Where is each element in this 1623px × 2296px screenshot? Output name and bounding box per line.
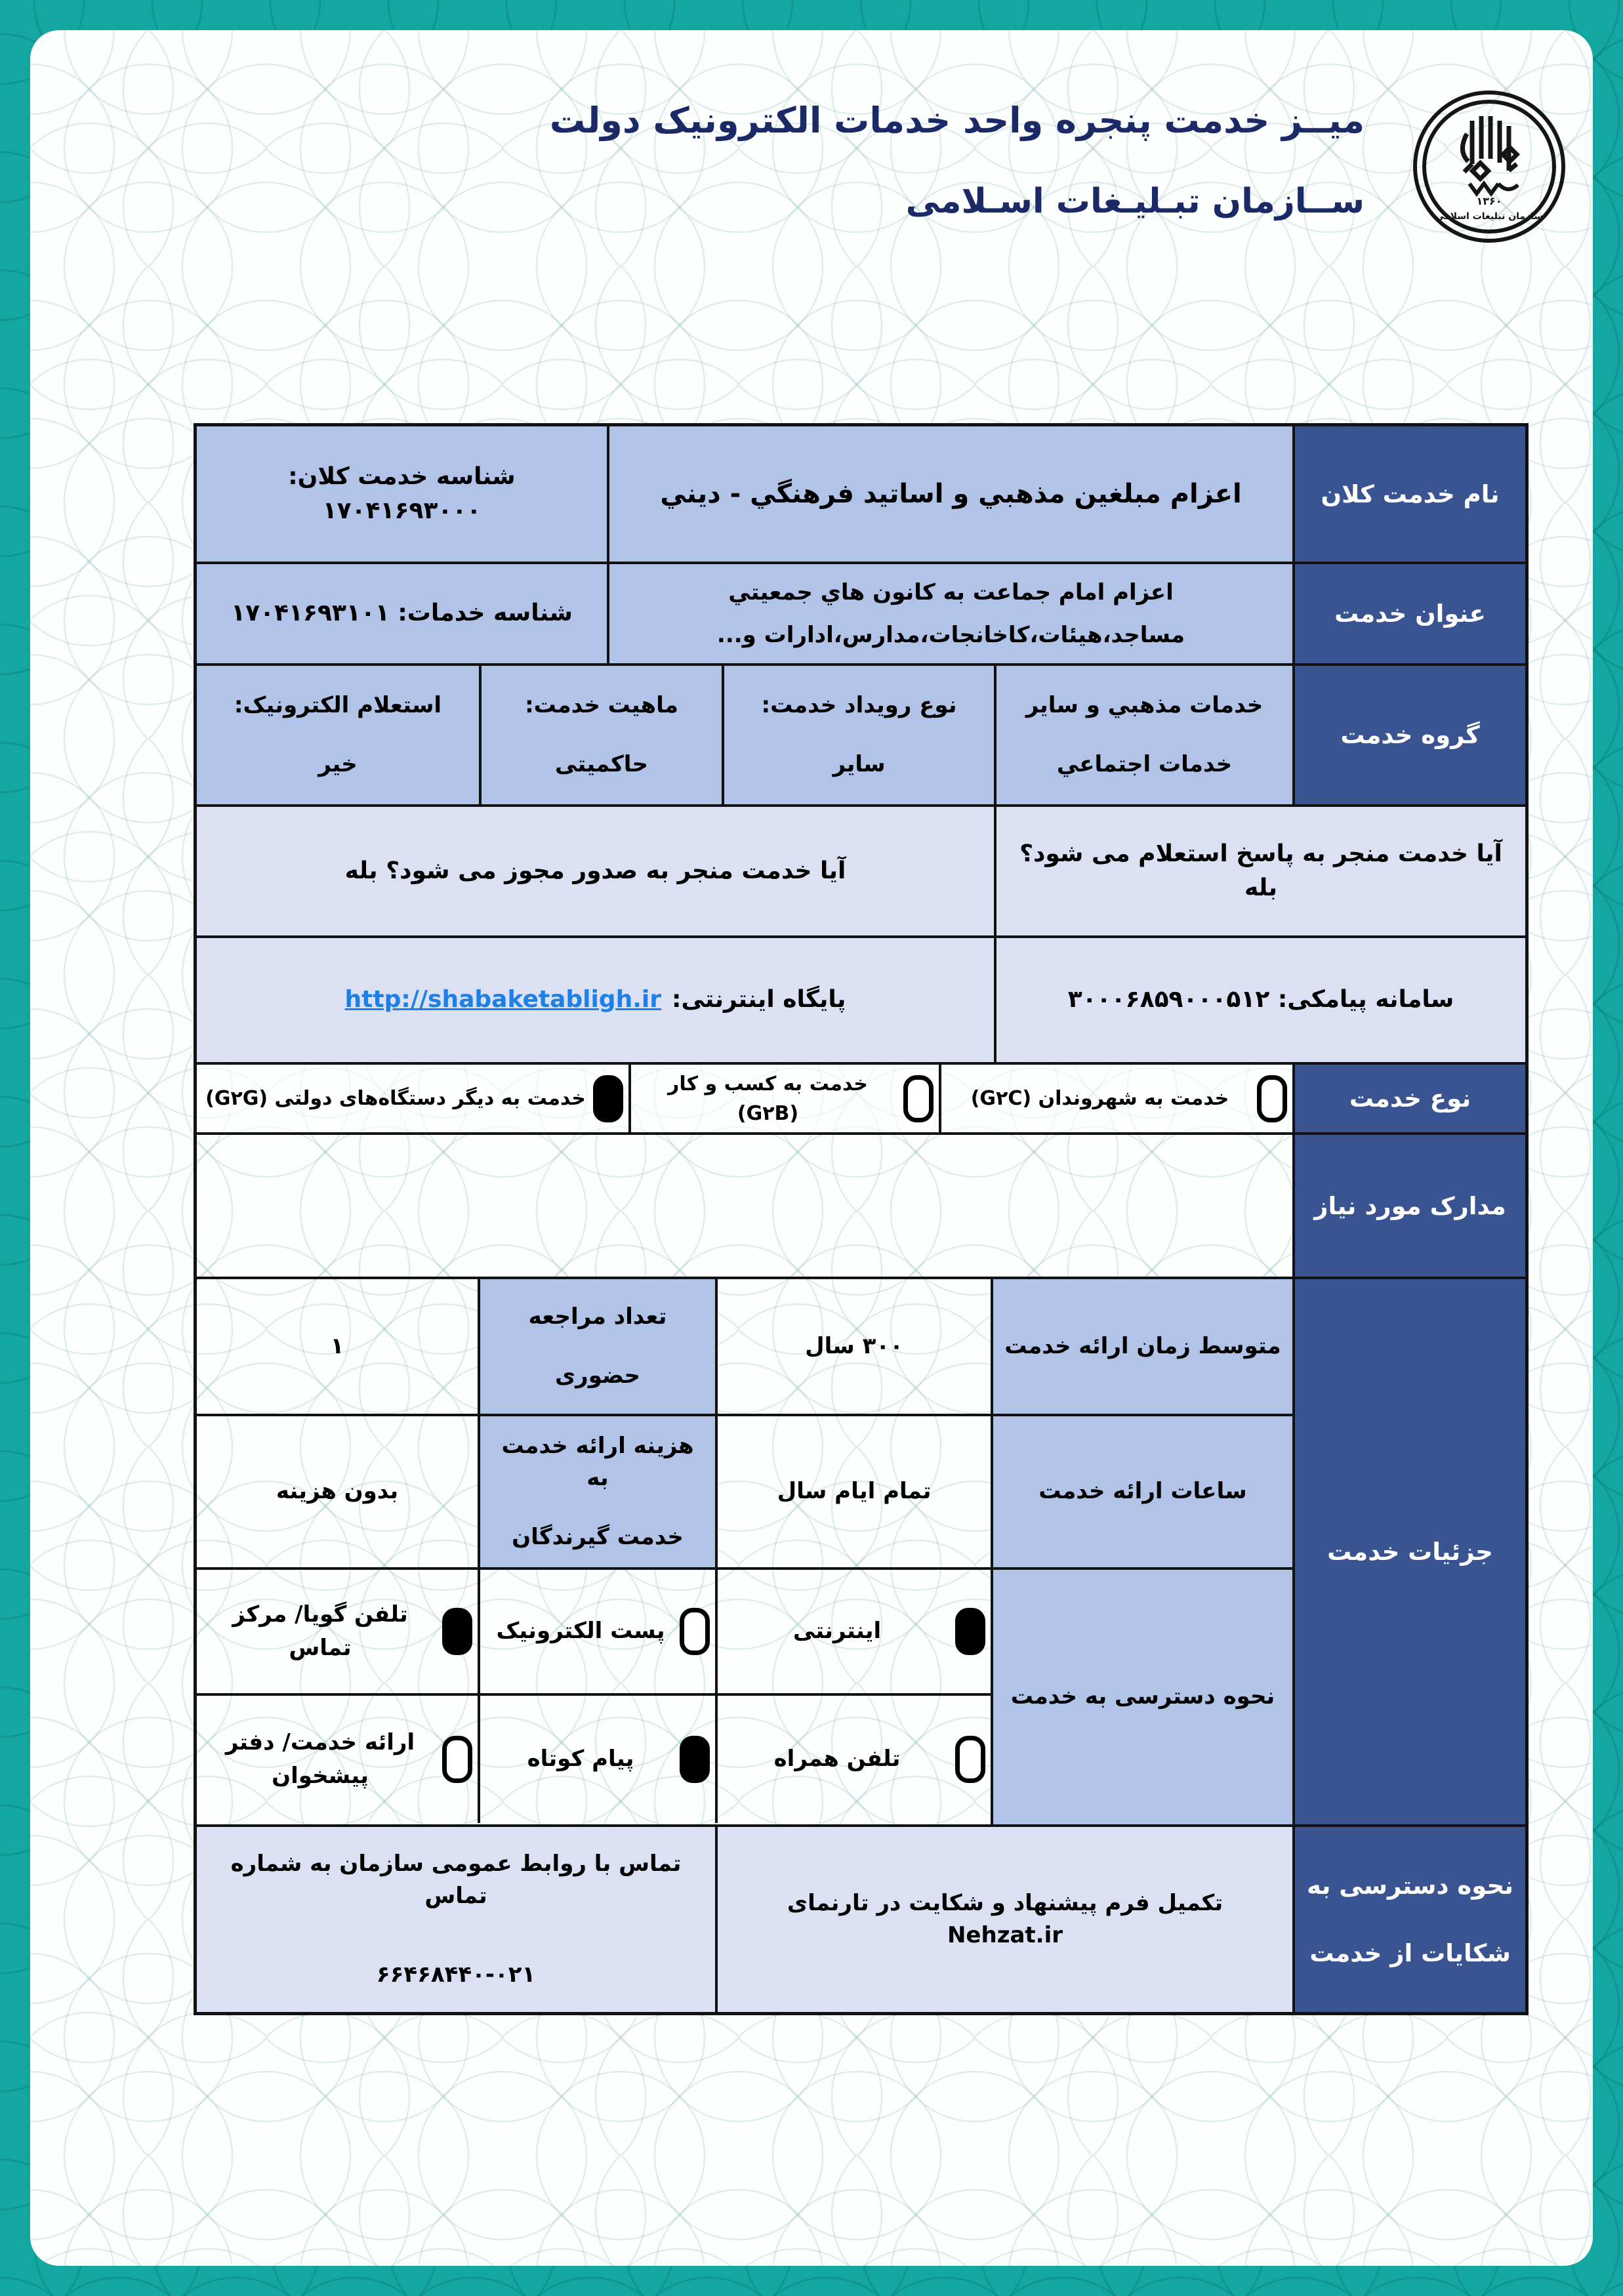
complaints-left (197, 1827, 715, 2012)
checkbox-g2b[interactable] (903, 1075, 934, 1122)
g2b-text: خدمت به کسب و کار (668, 1072, 868, 1096)
service-title-line1: اعزام امام جماعت به کانون هاي جمعیتي (728, 579, 1174, 605)
access-option-internet (715, 1570, 991, 1693)
complaints-label-line2: شکایات از خدمت (1309, 1939, 1511, 1967)
service-title-id: شناسه خدمات: ۱۷۰۴۱۶۹۳۱۰۱ (197, 564, 607, 663)
email-text: پست الکترونیک (496, 1618, 665, 1645)
access-options (197, 1570, 991, 1824)
hours-value: تمام ایام سال (715, 1416, 991, 1567)
access-option-ivr (197, 1570, 478, 1693)
service-macro-label: نام خدمت کلان (1292, 426, 1525, 562)
ivr-text: تلفن گویا/ مرکز تماس (232, 1601, 408, 1661)
checkbox-internet[interactable] (955, 1608, 985, 1655)
complaints-label-line1: نحوه دسترسی به (1307, 1872, 1514, 1900)
service-details-label: جزئیات خدمت (1292, 1279, 1525, 1824)
service-macro-value: اعزام مبلغین مذهبي و اساتید فرهنگي - دیني (607, 426, 1292, 562)
visits-label (478, 1279, 715, 1414)
access-option-email (478, 1570, 715, 1693)
checkbox-g2c[interactable] (1257, 1075, 1287, 1122)
visits-label-line1: تعداد مراجعه (528, 1303, 667, 1330)
row-required-docs (197, 1135, 1525, 1279)
avg-time-value: ۳۰۰ سال (715, 1279, 991, 1414)
checkbox-email[interactable] (680, 1608, 710, 1655)
service-group-cell-3 (479, 666, 722, 804)
group-cell1-line2: خدمات اجتماعي (1056, 750, 1233, 777)
service-details-content (197, 1279, 1292, 1824)
g2g-code: (G۲G) (205, 1087, 268, 1110)
group-cell3-line1: ماهیت خدمت: (525, 692, 678, 719)
cost-label-line2: خدمت گیرندگان (512, 1523, 684, 1550)
service-title-line2: مساجد،هیئات،کاخانجات،مدارس،ادارات و... (716, 621, 1185, 648)
complaints-phone: ۶۶۴۶۸۴۴۰-۰۲۱ (376, 1961, 536, 1988)
checkbox-sms[interactable] (680, 1736, 710, 1783)
g2g-text: خدمت به دیگر دستگاه‌های دولتی (274, 1087, 586, 1110)
visits-label-line2: حضوری (554, 1362, 641, 1389)
inquiry-question: آیا خدمت منجر به پاسخ استعلام می شود؟ بله (994, 807, 1525, 935)
complaints-label (1292, 1827, 1525, 2012)
counter-text: ارائه خدمت/ دفتر پیشخوان (225, 1729, 415, 1789)
required-docs-label: مدارک مورد نیاز (1292, 1135, 1525, 1277)
page-header (550, 100, 1365, 221)
org-title: ســازمان تبـلیـغات اسـلامی (905, 182, 1365, 221)
cost-value: بدون هزینه (276, 1478, 399, 1505)
row-service-title (197, 564, 1525, 666)
complaints-middle: تکمیل فرم پیشنهاد و شکایت در تارنمای Nehzat.ir (715, 1827, 1292, 2012)
g2b-code: (G۲B) (737, 1101, 799, 1125)
access-row-2 (197, 1696, 991, 1823)
access-row-1 (197, 1570, 991, 1696)
access-option-sms (478, 1696, 715, 1823)
hours-label: ساعات ارائه خدمت (991, 1416, 1292, 1567)
logo-year: ۱۳۶۰ (1476, 195, 1502, 207)
internet-text: اینترنتی (792, 1618, 882, 1645)
group-cell2-line2: سایر (832, 750, 886, 777)
details-row-time (197, 1279, 1292, 1416)
group-cell1-line1: خدمات مذهبي و سایر (1025, 692, 1263, 719)
page-title: میــز خدمت پنجره واحد خدمات الکترونیک دولت (549, 100, 1365, 141)
website-cell (197, 938, 994, 1062)
row-contact (197, 938, 1525, 1065)
details-row-access (197, 1570, 1292, 1824)
row-service-details (197, 1279, 1525, 1827)
row-inquiry-license (197, 807, 1525, 938)
row-service-group (197, 666, 1525, 807)
service-group-label: گروه خدمت (1292, 666, 1525, 804)
checkbox-mobile[interactable] (955, 1736, 985, 1783)
org-logo (1409, 87, 1569, 247)
cost-label-line1: هزینه ارائه خدمت به (501, 1432, 694, 1492)
service-group-cell-2 (722, 666, 994, 804)
service-group-cell-1 (994, 666, 1292, 804)
sms-system: سامانه پیامکی: ۳۰۰۰۶۸۵۹۰۰۰۵۱۲ (994, 938, 1525, 1062)
details-row-hours (197, 1416, 1292, 1570)
service-type-option-g2g (197, 1065, 628, 1132)
service-title-value (607, 564, 1292, 663)
service-type-option-g2b (628, 1065, 939, 1132)
website-label: پایگاه اینترنتی: (671, 986, 846, 1014)
group-cell4-line1: استعلام الکترونیک: (234, 692, 442, 719)
group-cell4-line2: خیر (318, 750, 358, 777)
service-type-option-g2c (939, 1065, 1292, 1132)
service-macro-id: شناسه خدمت کلان: ۱۷۰۴۱۶۹۳۰۰۰ (197, 426, 607, 562)
visits-value: ۱ (330, 1332, 344, 1359)
checkbox-ivr[interactable] (442, 1608, 472, 1655)
group-cell3-line2: حاکمیتی (555, 750, 649, 777)
g2c-code: (G۲C) (970, 1087, 1032, 1110)
service-title-label: عنوان خدمت (1292, 564, 1525, 663)
access-label: نحوه دسترسی به خدمت (991, 1570, 1292, 1824)
access-option-counter (197, 1696, 478, 1823)
mobile-text: تلفن همراه (773, 1746, 901, 1773)
checkbox-counter[interactable] (442, 1736, 472, 1783)
complaints-left-line1: تماس با روابط عمومی سازمان به شماره تماس (230, 1851, 682, 1910)
logo-org-name: سازمان تبلیغات اسلامی (1435, 211, 1544, 222)
license-question: آیا خدمت منجر به صدور مجوز می شود؟ بله (197, 807, 994, 935)
website-link[interactable]: http://shabaketabligh.ir (344, 986, 661, 1014)
row-service-type (197, 1065, 1525, 1135)
group-cell2-line1: نوع رویداد خدمت: (761, 692, 957, 719)
g2c-text: خدمت به شهروندان (1038, 1087, 1229, 1110)
service-group-cell-4 (197, 666, 479, 804)
cost-label (478, 1416, 715, 1567)
access-option-mobile (715, 1696, 991, 1823)
checkbox-g2g[interactable] (593, 1075, 623, 1122)
service-table (194, 423, 1529, 2015)
service-type-label: نوع خدمت (1292, 1065, 1525, 1132)
required-docs-value (197, 1135, 1292, 1277)
avg-time-label: متوسط زمان ارائه خدمت (991, 1279, 1292, 1414)
sms-text: پیام کوتاه (527, 1746, 634, 1773)
row-complaints (197, 1827, 1525, 2012)
row-service-macro (197, 426, 1525, 564)
logo-calligraphy-icon (1462, 116, 1518, 194)
